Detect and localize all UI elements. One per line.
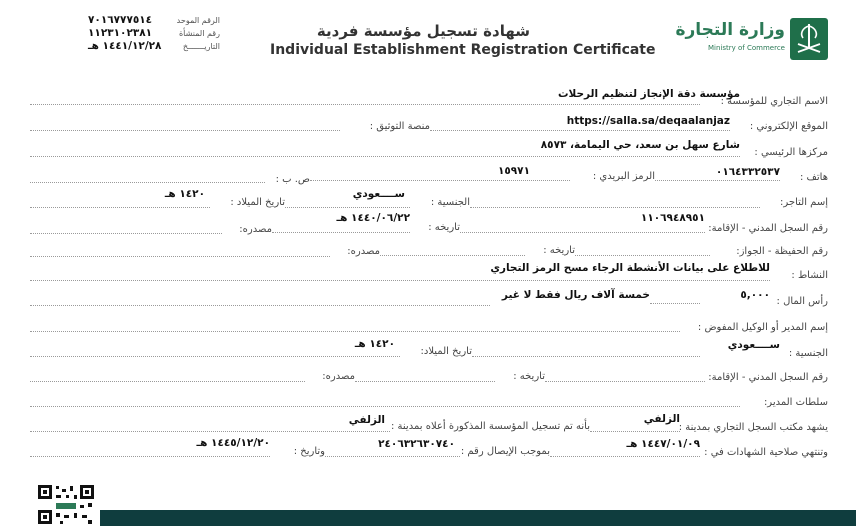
unified-number: ٧٠١٦٧٧٧٥١٤ [88,14,153,26]
phone-value: ٠١٦٤٣٣٢٥٣٧ [715,166,780,178]
and-date-value: ١٤٤٥/١٢/٢٠ هـ [196,437,270,449]
ministry-name-ar: وزارة التجارة [675,20,785,40]
passport-label: رقم الحفيظة - الجواز: [736,246,828,257]
mgr-nationality-label: الجنسية : [788,348,828,359]
civil-reg-label: رقم السجل المدني - الإقامة: [708,223,828,234]
issue-date-label: تاريخه : [428,222,460,233]
mgr-civil-label: رقم السجل المدني - الإقامة: [708,372,828,383]
phone-label: هاتف : [799,172,828,183]
postal-label: الرمز البريدي : [592,171,655,182]
capital-value: ٥,٠٠٠ [740,289,770,301]
website-label: الموقع الإلكتروني : [749,121,828,132]
and-date-label: وتاريخ : [293,446,325,457]
capital-label: رأس المال : [776,296,828,307]
mgr-birthdate-label: تاريخ الميلاد: [420,346,472,357]
receipt-value: ٢٤٠٦٣٢٦٣٠٧٤٠ [378,438,455,450]
facility-number-label: رقم المنشأة [178,29,220,38]
activity-value: للاطلاع على بيانات الأنشطة الرجاء مسح الرمز التجاري [490,262,770,274]
birthdate-label: تاريخ الميلاد : [230,197,285,208]
capital-text: خمسة آلاف ريال فقط لا غير [501,289,650,301]
mgr-date-label: تاريخه : [513,371,545,382]
footer-bar [100,510,856,526]
facility-number: ١١٢٣١٠٢٣٨١ [88,27,153,39]
testify-label: يشهد مكتب السجل التجاري بمدينة : [678,422,828,433]
title-en: Individual Establishment Registration Certificate [270,42,656,58]
mgr-nationality-value: ســــعودي [727,339,780,351]
civil-reg-value: ١١٠٦٩٤٨٩٥١ [640,212,705,224]
trade-name-label: الاسم التجاري للمؤسسة : [720,96,828,107]
validity-label: وتنتهي صلاحية الشهادات في : [704,447,828,458]
cert-date: ١٤٤١/١٢/٢٨ هـ [88,40,162,52]
ministry-emblem [790,18,828,60]
hq-value: شارع سهل بن سعد، حي اليمامة، ٨٥٧٣ [540,139,740,151]
merchant-name-label: إسم التاجر: [780,197,828,208]
hq-label: مركزها الرئيسي : [754,147,828,158]
validity-value: ١٤٤٧/٠١/٠٩ هـ [626,438,700,450]
registered-label: بأنه تم تسجيل المؤسسة المذكورة أعلاه بمدينة : [391,421,590,432]
receipt-label: بموجب الإيصال رقم : [460,446,550,457]
mgr-source-label: مصدره: [322,371,355,382]
manager-label: إسم المدير أو الوكيل المفوض : [697,322,828,333]
unified-number-label: الرقم الموحد [176,16,220,25]
nationality-value: ســــعودي [352,188,405,200]
issue-date-value: ١٤٤٠/٠٦/٢٢ هـ [336,212,410,224]
cert-date-label: التاريـــــــخ [182,42,220,51]
passport-date-label: تاريخه : [543,245,575,256]
trade-name-value: مؤسسة دقة الإنجاز لتنظيم الرحلات [557,88,740,100]
birthdate-value: ١٤٢٠ هـ [164,188,205,200]
source-label: مصدره: [239,224,272,235]
passport-source-label: مصدره: [347,246,380,257]
mgr-powers-label: سلطات المدير: [763,397,828,408]
postal-value: ١٥٩٧١ [497,165,530,177]
mgr-birthdate-value: ١٤٢٠ هـ [354,338,395,350]
testify-city: الزلفي [643,413,680,425]
nationality-label: الجنسية : [430,197,470,208]
platform-label: منصة التوثيق : [369,121,430,132]
registered-city: الزلفي [348,414,385,426]
activity-label: النشاط : [791,270,828,281]
website-value: https://salla.sa/deqaalanjaz [566,115,730,127]
pobox-label: ص. ب : [275,174,310,185]
qr-code[interactable] [36,483,96,526]
ministry-name-en: Ministry of Commerce [708,44,785,52]
title-ar: شهادة تسجيل مؤسسة فردية [316,22,530,40]
